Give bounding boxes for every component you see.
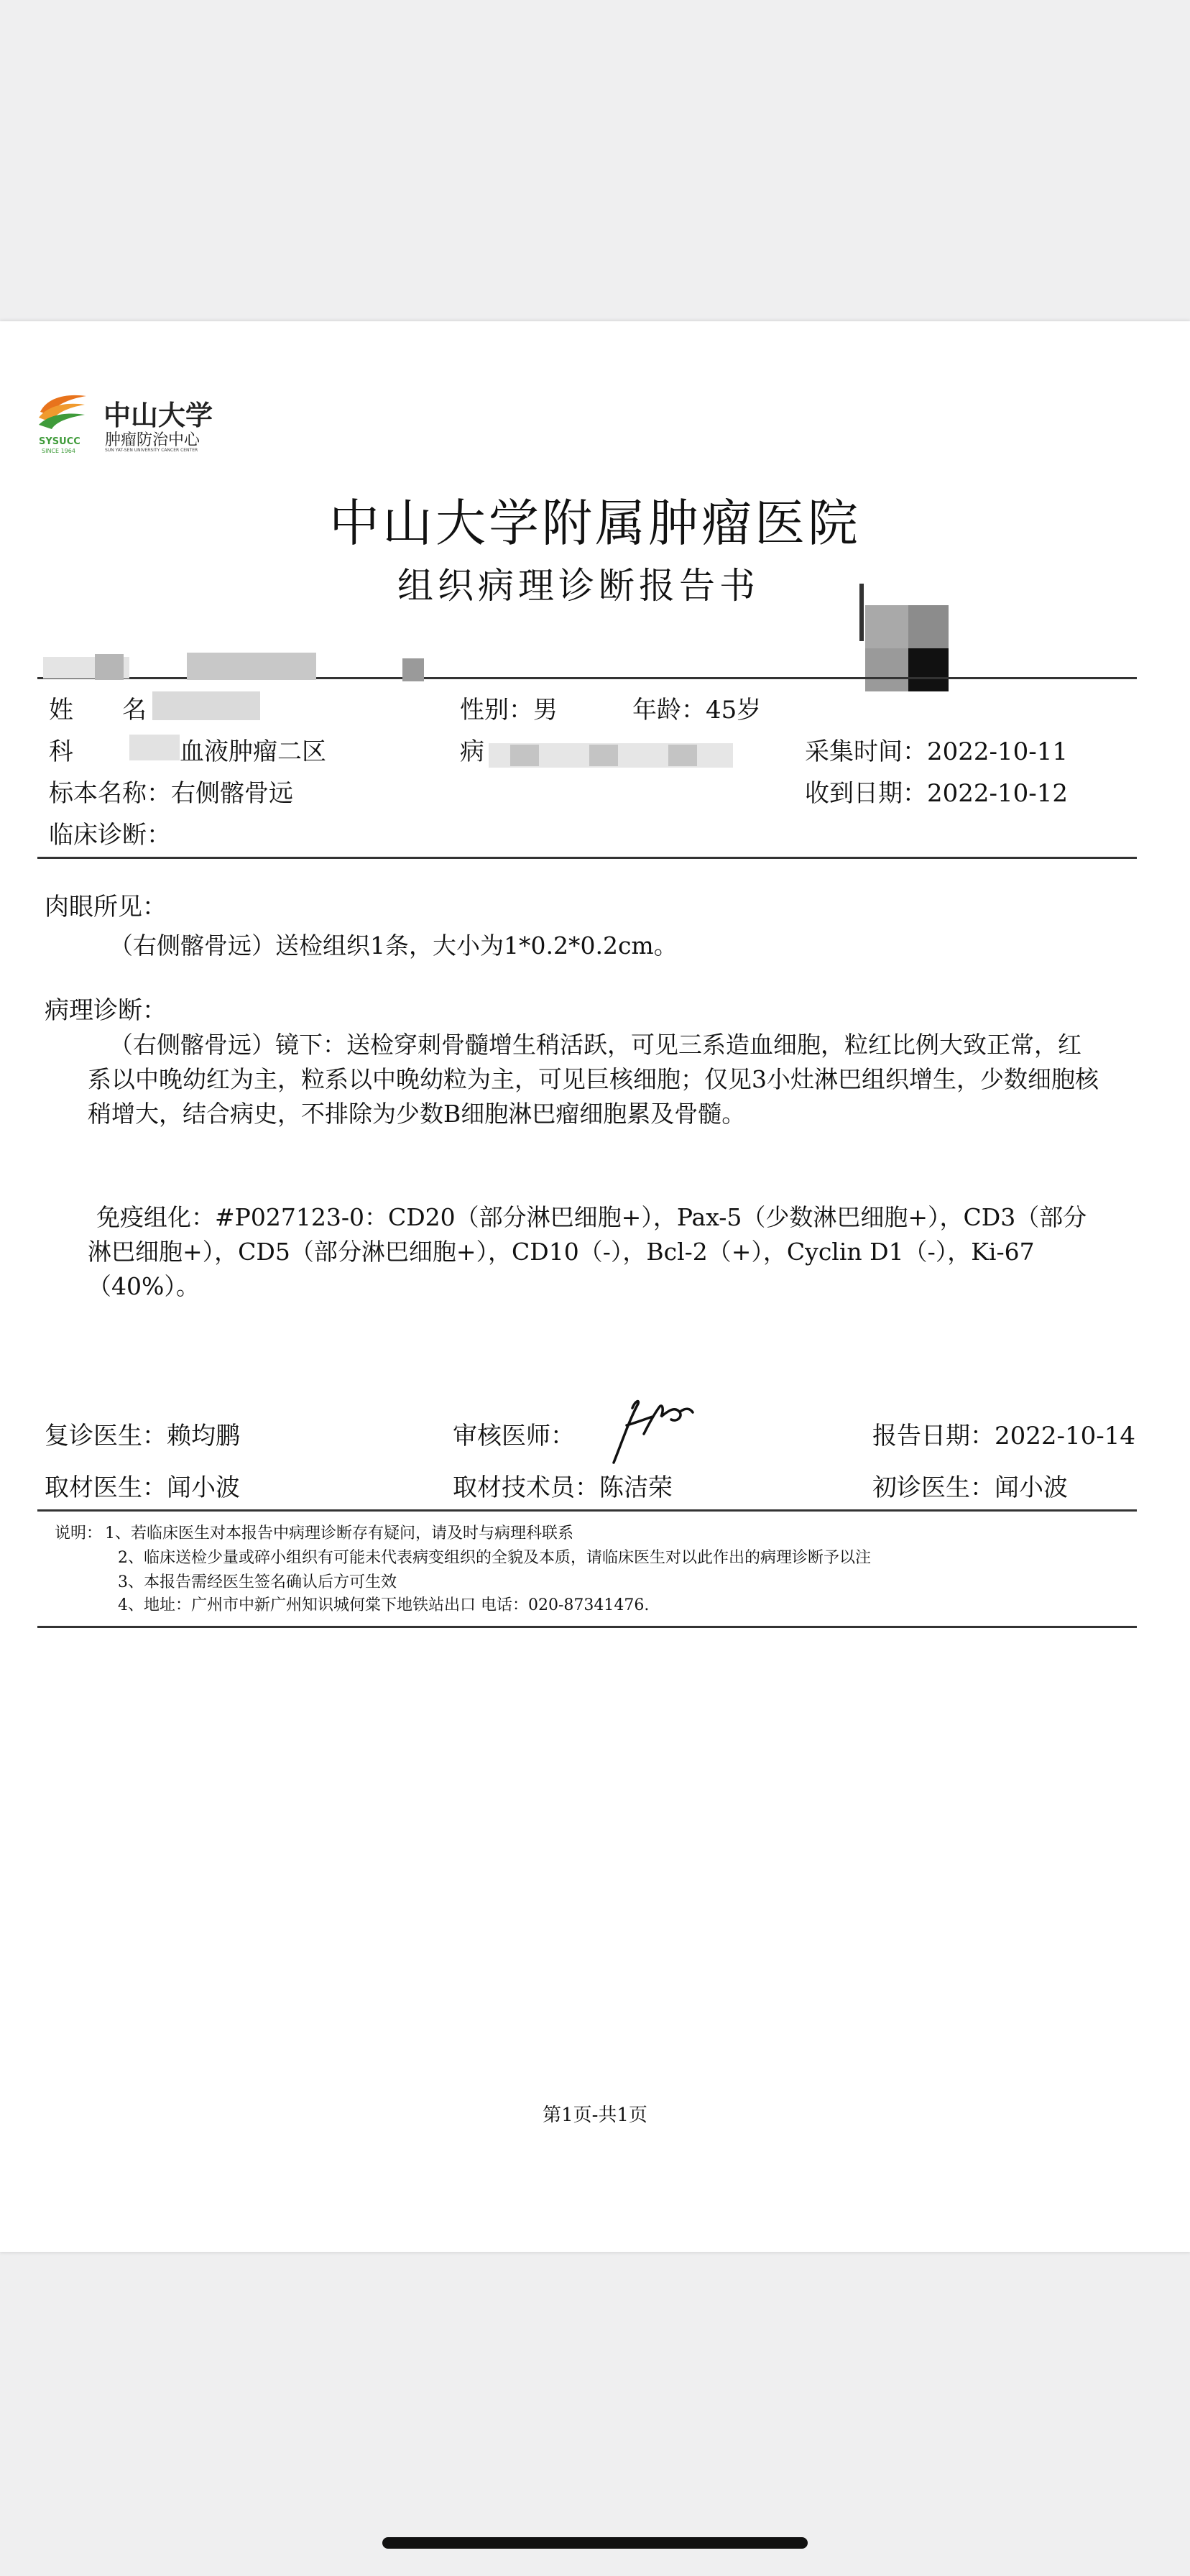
hospital-title: 中山大学附属肿瘤医院 — [329, 494, 861, 553]
gender: 性别：男 — [460, 696, 558, 724]
redacted-ward — [489, 740, 733, 770]
page-number: 第1页-共1页 — [543, 2104, 647, 2126]
note-item: 1、若临床医生对本报告中病理诊断存有疑问，请及时与病理科联系 — [105, 1524, 573, 1542]
auditor-signature-icon — [601, 1391, 709, 1470]
note-item: 3、本报告需经医生签名确认后方可生效 — [118, 1573, 397, 1591]
ihc-text: 免疫组化：#P027123-0：CD20（部分淋巴细胞+），Pax-5（少数淋巴细胞+），CD3（部分淋巴细胞+），CD5（部分淋巴细胞+），CD10（-），Bcl-2（+），Cyclin D1（-），Ki-67（40%）。 — [88, 1203, 1087, 1300]
report-date: 报告日期：2022-10-14 — [872, 1422, 1136, 1450]
logo-since: SINCE 1964 — [42, 448, 75, 454]
age: 年龄：45岁 — [632, 696, 762, 724]
first-doctor: 初诊医生：闻小波 — [872, 1473, 1068, 1502]
gross-label: 肉眼所见： — [45, 893, 167, 921]
section-rule-2 — [37, 1509, 1137, 1512]
gross-text: （右侧髂骨远）送检组织1条，大小为1*0.2*0.2cm。 — [109, 932, 678, 960]
pathology-label: 病理诊断： — [45, 996, 167, 1025]
sampling-tech: 取材技术员：陈洁荣 — [453, 1473, 673, 1502]
logo — [37, 392, 224, 456]
redacted-id-strip — [43, 653, 431, 681]
report-title: 组织病理诊断报告书 — [397, 565, 760, 607]
home-indicator[interactable] — [382, 2537, 808, 2549]
sampling-doctor: 取材医生：闻小波 — [45, 1473, 240, 1502]
notes-label: 说明： — [55, 1524, 103, 1542]
section-rule-3 — [37, 1626, 1137, 1628]
collect-time: 采集时间：2022-10-11 — [805, 737, 1069, 766]
logo-abbr: SYSUCC — [39, 436, 80, 447]
specimen-name: 标本名称：右侧髂骨远 — [49, 779, 293, 808]
note-item: 2、临床送检少量或碎小组织有可能未代表病变组织的全貌及本质，请临床医生对以此作出的病理诊断予以注 — [118, 1549, 872, 1567]
dept-label: 科 — [49, 737, 73, 766]
auditor-label: 审核医师： — [453, 1422, 575, 1450]
redacted-name — [152, 691, 260, 720]
sysucc-logo-icon — [37, 392, 89, 433]
section-rule-1 — [37, 857, 1137, 859]
ward-label: 病 — [460, 737, 484, 766]
pathology-text: （右侧髂骨远）镜下：送检穿刺骨髓增生稍活跃，可见三系造血细胞，粒红比例大致正常，红系以中晚幼红为主，粒系以中晚幼粒为主，可见巨核细胞；仅见3小灶淋巴组织增生，少数细胞核稍增大，结合病史，不排除为少数B细胞淋巴瘤细胞累及骨髓。 — [88, 1031, 1099, 1128]
redacted-barcode — [859, 584, 949, 691]
redacted-dept — [129, 735, 180, 760]
logo-name-en: SUN YAT-SEN UNIVERSITY CANCER CENTER — [105, 448, 198, 453]
dept-value: 血液肿瘤二区 — [180, 737, 326, 766]
review-doctor: 复诊医生：赖均鹏 — [45, 1422, 240, 1450]
logo-name-cn: 中山大学 — [103, 399, 213, 431]
clinical-diagnosis-label: 临床诊断： — [49, 821, 171, 850]
name-label: 姓 名 — [49, 696, 147, 724]
received-date: 收到日期：2022-10-12 — [805, 779, 1069, 808]
note-item: 4、地址：广州市中新广州知识城何棠下地铁站出口 电话：020-87341476. — [118, 1596, 650, 1614]
logo-sub-cn: 肿瘤防治中心 — [105, 431, 200, 449]
